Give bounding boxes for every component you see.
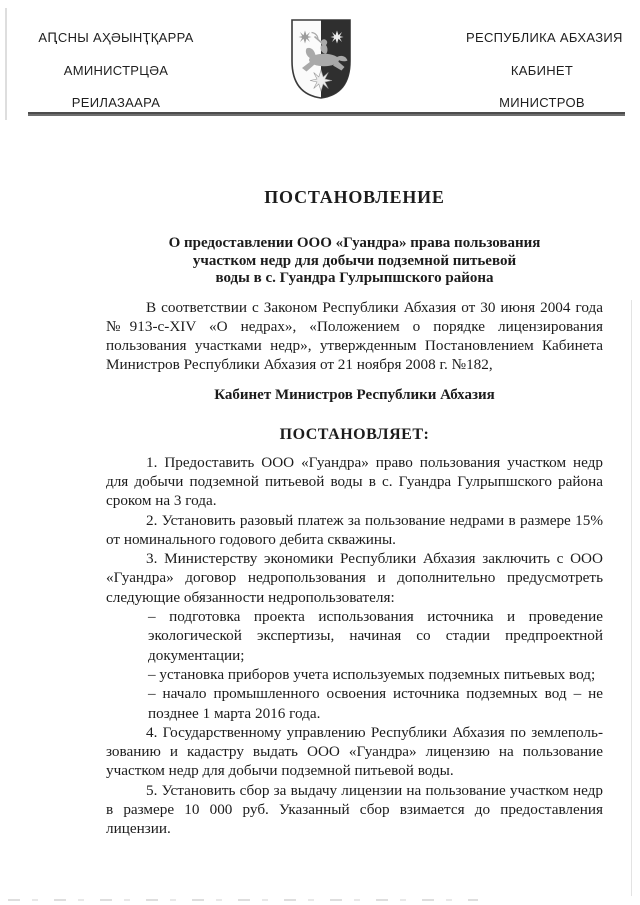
letterhead-right-line: МИНИСТРОВ xyxy=(499,95,585,110)
letterhead-left-line: АԤСНЫ АҲӘЫНҬҚАРРА xyxy=(38,30,194,45)
letterhead-right-text xyxy=(466,22,623,120)
letterhead-right-line: РЕСПУБЛИКА АБХАЗИЯ xyxy=(466,30,623,45)
letterhead-left-line: АМИНИСТРЦӘА xyxy=(63,62,169,78)
resolves-heading: ПОСТАНОВЛЯЕТ: xyxy=(279,425,430,443)
decree-item-2: 2. Установить разовый платеж за пользование недрами в размере 15% от номинального годового дебита скважины. xyxy=(106,511,603,548)
scan-noise-artifact xyxy=(8,899,478,901)
decree-item-3: 3. Министерству экономики Республики Абхазия заключить с ООО «Гуандра» договор недропользования и дополнительно предусмотреть следующие обязанности недропользователя: xyxy=(106,550,603,606)
authority-line: Кабинет Министров Республики Абхазия xyxy=(214,386,495,403)
scan-edge-artifact xyxy=(631,300,632,896)
preamble-paragraph: В соответствии с Законом Республики Абхазия от 30 июня 2004 года №913-с-XIV «О недрах», «Положением о порядке лицензирования пользования участками недр», утвержденным Постановлением Кабинета Министров Республики Абхазия от 21 ноября 2008 г. №182, xyxy=(106,298,603,374)
document-content xyxy=(106,185,603,839)
letterhead-divider xyxy=(28,112,625,116)
subject-line: О предоставлении ООО «Гуандра» права пользования xyxy=(168,235,541,251)
letterhead-left-text xyxy=(28,22,204,120)
document-title: ПОСТАНОВЛЕНИЕ xyxy=(264,187,445,207)
decree-item-5: 5. Установить сбор за выдачу лицензии на пользование участком недр в размере 10 000 руб. Указанный сбор взимается до предоставления лицензии. xyxy=(106,781,603,838)
decree-subitem-1: – подготовка проекта использования источника и проведение экологической экспертизы, начиная со стадии предпроектной документации; xyxy=(148,608,603,664)
subject-line: участком недр для добычи подземной питьевой xyxy=(192,252,517,269)
decree-item-1: 1. Предоставить ООО «Гуандра» право пользования участком недр для добычи подземной питьевой воды в с. Гуандра Гулрыпшского района сроком на 3 года. xyxy=(106,453,603,510)
decree-items xyxy=(106,453,603,839)
letterhead-right-line: КАБИНЕТ xyxy=(510,62,574,78)
decree-subitem-3: – начало промышленного освоения источника подземных вод – не позднее 1 марта 2016 года. xyxy=(148,685,603,722)
abkhazia-coat-of-arms-icon xyxy=(288,16,354,102)
decree-subitem-2: – установка приборов учета используемых подземных питьевых вод; xyxy=(148,665,596,683)
document-subject xyxy=(106,235,603,288)
subject-line: воды в с. Гуандра Гулрыпшского района xyxy=(215,270,494,286)
decree-item-4: 4. Государственному управлению Республики Абхазия по землепользованию и кадастру выдать ООО «Гуандра» лицензию на пользование участком недр для добычи подземной питьевой воды. xyxy=(106,723,603,780)
scan-edge-artifact xyxy=(5,8,7,120)
letterhead-left-line: РЕИЛАЗААРА xyxy=(71,95,161,110)
